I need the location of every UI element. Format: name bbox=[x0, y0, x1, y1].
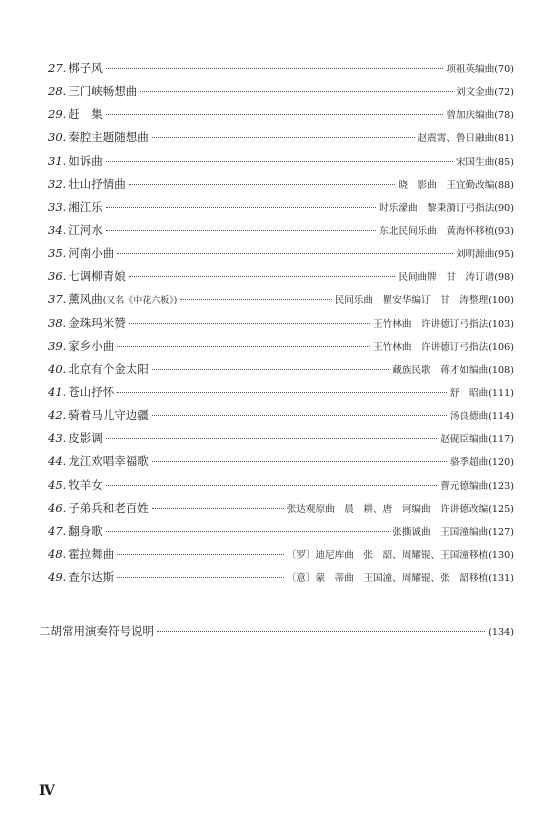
appendix-entry bbox=[39, 623, 514, 639]
entry-number: 44. bbox=[48, 454, 67, 469]
entry-page-number: (95) bbox=[494, 249, 514, 261]
entry-page-number: (131) bbox=[488, 573, 514, 585]
toc-list bbox=[48, 60, 514, 592]
entry-page-number: (123) bbox=[488, 480, 514, 492]
toc-entry bbox=[48, 384, 514, 407]
entry-credit: 王竹林曲 许讲德订弓指法 bbox=[373, 341, 489, 353]
entry-credit: 藏族民歌 蒋才如编曲 bbox=[392, 364, 489, 376]
dot-leader bbox=[157, 631, 485, 632]
appendix-title: 二胡常用演奏符号说明 bbox=[39, 624, 154, 638]
toc-entry bbox=[48, 361, 514, 384]
entry-credit: 东北民间乐曲 黄海怀移植 bbox=[379, 225, 495, 237]
entry-page-number: (103) bbox=[488, 318, 514, 330]
toc-entry bbox=[48, 222, 514, 245]
dot-leader bbox=[117, 392, 447, 393]
entry-title-text: 皮影调 bbox=[68, 431, 103, 446]
entry-credit: 赵砚臣编曲 bbox=[440, 434, 489, 446]
toc-entry bbox=[48, 268, 514, 291]
entry-number: 34. bbox=[48, 222, 67, 237]
entry-credit: 汤良德曲 bbox=[449, 411, 489, 423]
entry-title-text: 如诉曲 bbox=[68, 153, 103, 168]
entry-number: 43. bbox=[48, 431, 67, 446]
entry-credit: 王竹林曲 许讲德订弓指法 bbox=[373, 318, 489, 330]
toc-entry bbox=[48, 291, 514, 314]
entry-number: 37. bbox=[48, 292, 67, 307]
toc-entry bbox=[48, 106, 514, 129]
entry-credit: 曾加庆编曲 bbox=[446, 110, 495, 122]
dot-leader bbox=[152, 461, 447, 462]
entry-page-number: (114) bbox=[488, 411, 514, 423]
toc-entry bbox=[48, 338, 514, 361]
entry-page-number: (90) bbox=[494, 202, 514, 214]
entry-title-text: 河南小曲 bbox=[68, 246, 115, 261]
entry-number: 36. bbox=[48, 269, 67, 284]
entry-page-number: (127) bbox=[488, 526, 514, 538]
entry-credit: 张达观原曲 晨 耕、唐 诃编曲 许讲德改编 bbox=[286, 503, 489, 515]
toc-entry bbox=[48, 129, 514, 152]
entry-number: 40. bbox=[48, 361, 67, 376]
entry-title bbox=[68, 245, 114, 261]
entry-page-number: (98) bbox=[494, 272, 514, 284]
entry-number: 28. bbox=[48, 84, 67, 99]
entry-page-number: (120) bbox=[488, 457, 514, 469]
toc-entry bbox=[48, 199, 514, 222]
dot-leader bbox=[106, 438, 437, 439]
entry-title-text: 江河水 bbox=[68, 222, 103, 237]
entry-credit: 〔意〕蒙 蒂曲 王国潼、周耀锟、张 韶移植 bbox=[286, 573, 489, 585]
entry-page-number: (106) bbox=[488, 341, 514, 353]
toc-entry bbox=[48, 245, 514, 268]
toc-entry bbox=[48, 153, 514, 176]
entry-title bbox=[68, 523, 103, 539]
dot-leader bbox=[106, 485, 437, 486]
dot-leader bbox=[106, 114, 444, 115]
entry-page-number: (130) bbox=[488, 549, 514, 561]
dot-leader bbox=[106, 230, 376, 231]
entry-number: 29. bbox=[48, 107, 67, 122]
entry-page-number: (125) bbox=[488, 503, 514, 515]
entry-title-text: 湘江乐 bbox=[68, 199, 103, 214]
entry-title-text: 北京有个金太阳 bbox=[68, 361, 149, 376]
entry-title bbox=[68, 546, 114, 562]
entry-title bbox=[68, 430, 103, 446]
dot-leader bbox=[180, 299, 331, 300]
toc-entry bbox=[48, 407, 514, 430]
entry-title bbox=[68, 500, 149, 516]
entry-number: 45. bbox=[48, 477, 67, 492]
entry-title bbox=[68, 453, 149, 469]
entry-title bbox=[68, 106, 103, 122]
entry-credit: 舒 昭曲 bbox=[449, 387, 489, 399]
entry-page-number: (93) bbox=[494, 225, 514, 237]
entry-page-number: (88) bbox=[494, 179, 514, 191]
entry-title-text: 壮山抒情曲 bbox=[68, 176, 126, 191]
entry-credit: 项祖英编曲 bbox=[446, 64, 495, 75]
entry-title-text: 家乡小曲 bbox=[68, 338, 115, 353]
entry-page-number: (117) bbox=[488, 434, 514, 446]
toc-entry bbox=[48, 546, 514, 569]
toc-entry bbox=[48, 453, 514, 476]
entry-title bbox=[68, 569, 114, 585]
entry-title-text: 七调柳青娘 bbox=[68, 269, 126, 284]
entry-title bbox=[68, 83, 137, 99]
entry-title bbox=[68, 291, 177, 307]
entry-title-text: 骑着马儿守边疆 bbox=[68, 408, 149, 423]
entry-title-text: 翻身歌 bbox=[68, 523, 103, 538]
entry-title bbox=[68, 384, 114, 400]
dot-leader bbox=[129, 323, 370, 324]
toc-entry bbox=[48, 176, 514, 199]
entry-number: 49. bbox=[48, 570, 67, 585]
appendix-page-number: (134) bbox=[488, 627, 514, 638]
entry-number: 27. bbox=[48, 61, 67, 75]
entry-title-text: 霍拉舞曲 bbox=[68, 546, 115, 561]
entry-number: 32. bbox=[48, 176, 67, 191]
entry-number: 33. bbox=[48, 199, 67, 214]
entry-credit: 〔罗〕迪尼库曲 张 韶、周耀锟、王国潼移植 bbox=[286, 549, 489, 561]
entry-title-text: 子弟兵和老百姓 bbox=[68, 500, 149, 515]
entry-number: 30. bbox=[48, 130, 67, 145]
entry-number: 46. bbox=[48, 500, 67, 515]
entry-title-text: 苍山抒怀 bbox=[68, 384, 115, 399]
entry-credit: 张撕诚曲 王国潼编曲 bbox=[392, 526, 489, 538]
entry-title bbox=[68, 477, 103, 493]
entry-title bbox=[68, 199, 103, 215]
entry-number: 39. bbox=[48, 338, 67, 353]
entry-title bbox=[68, 176, 126, 192]
toc-entry bbox=[48, 477, 514, 500]
dot-leader bbox=[152, 508, 284, 509]
entry-page-number: (108) bbox=[488, 364, 514, 376]
entry-credit: 宋国生曲 bbox=[455, 156, 495, 168]
toc-entry bbox=[48, 523, 514, 546]
toc-entry bbox=[48, 60, 514, 83]
entry-title-text: 梆子风 bbox=[68, 61, 103, 75]
entry-number: 47. bbox=[48, 523, 67, 538]
dot-leader bbox=[117, 253, 453, 254]
toc-entry bbox=[48, 569, 514, 592]
dot-leader bbox=[117, 346, 370, 347]
toc-entry bbox=[48, 315, 514, 338]
entry-title-text: 金珠玛米赞 bbox=[68, 315, 126, 330]
entry-page-number: (111) bbox=[488, 387, 514, 399]
entry-page-number: (81) bbox=[494, 133, 514, 145]
entry-title-text: 赶 集 bbox=[68, 107, 103, 122]
entry-credit: 刘文金曲 bbox=[455, 87, 495, 99]
entry-title bbox=[68, 315, 126, 331]
entry-credit: 民间乐曲 瞿安华编订 甘 涛整理 bbox=[334, 295, 489, 307]
entry-title bbox=[68, 129, 149, 145]
entry-title bbox=[68, 222, 103, 238]
entry-title bbox=[68, 338, 114, 354]
entry-number: 38. bbox=[48, 315, 67, 330]
page-folio: Ⅳ bbox=[39, 783, 55, 799]
entry-credit: 骆季超曲 bbox=[449, 457, 489, 469]
dot-leader bbox=[117, 577, 283, 578]
dot-leader bbox=[152, 137, 415, 138]
dot-leader bbox=[106, 68, 444, 69]
entry-title bbox=[68, 60, 103, 76]
dot-leader bbox=[129, 184, 396, 185]
entry-title bbox=[68, 407, 149, 423]
entry-credit: 晓 影曲 王宜勤改编 bbox=[398, 179, 495, 191]
entry-title-text: 薰风曲 bbox=[68, 292, 103, 307]
entry-credit: 时乐濛曲 黎秉漪订弓指法 bbox=[379, 202, 495, 214]
entry-credit: 民间曲牌 甘 涛订谱 bbox=[398, 272, 495, 284]
entry-title-text: 牧羊女 bbox=[68, 477, 103, 492]
entry-title-text: 三门峡畅想曲 bbox=[68, 84, 138, 99]
entry-number: 48. bbox=[48, 546, 67, 561]
dot-leader bbox=[106, 531, 389, 532]
dot-leader bbox=[140, 91, 453, 92]
entry-number: 35. bbox=[48, 246, 67, 261]
entry-title-note: (又名《中花六板》) bbox=[102, 296, 178, 307]
entry-title-text: 龙江欢唱幸福歌 bbox=[68, 454, 149, 469]
dot-leader bbox=[152, 415, 447, 416]
dot-leader bbox=[129, 276, 396, 277]
entry-number: 41. bbox=[48, 384, 67, 399]
entry-page-number: (78) bbox=[494, 110, 514, 122]
toc-entry bbox=[48, 500, 514, 523]
entry-page-number: (70) bbox=[494, 64, 514, 75]
entry-title bbox=[68, 153, 103, 169]
entry-number: 42. bbox=[48, 408, 67, 423]
entry-credit: 赵震霄、鲁日融曲 bbox=[417, 133, 495, 145]
dot-leader bbox=[106, 207, 376, 208]
entry-credit: 刘明源曲 bbox=[455, 249, 495, 261]
dot-leader bbox=[106, 161, 453, 162]
entry-credit: 曹元德编曲 bbox=[440, 480, 489, 492]
entry-page-number: (100) bbox=[488, 295, 514, 307]
dot-leader bbox=[117, 554, 283, 555]
entry-page-number: (72) bbox=[494, 87, 514, 99]
entry-title-text: 秦腔主题随想曲 bbox=[68, 130, 149, 145]
entry-page-number: (85) bbox=[494, 156, 514, 168]
entry-title-text: 查尔达斯 bbox=[68, 570, 115, 585]
toc-entry bbox=[48, 83, 514, 106]
toc-entry bbox=[48, 430, 514, 453]
entry-number: 31. bbox=[48, 153, 67, 168]
entry-title bbox=[68, 361, 149, 377]
entry-title bbox=[68, 268, 126, 284]
dot-leader bbox=[152, 369, 389, 370]
